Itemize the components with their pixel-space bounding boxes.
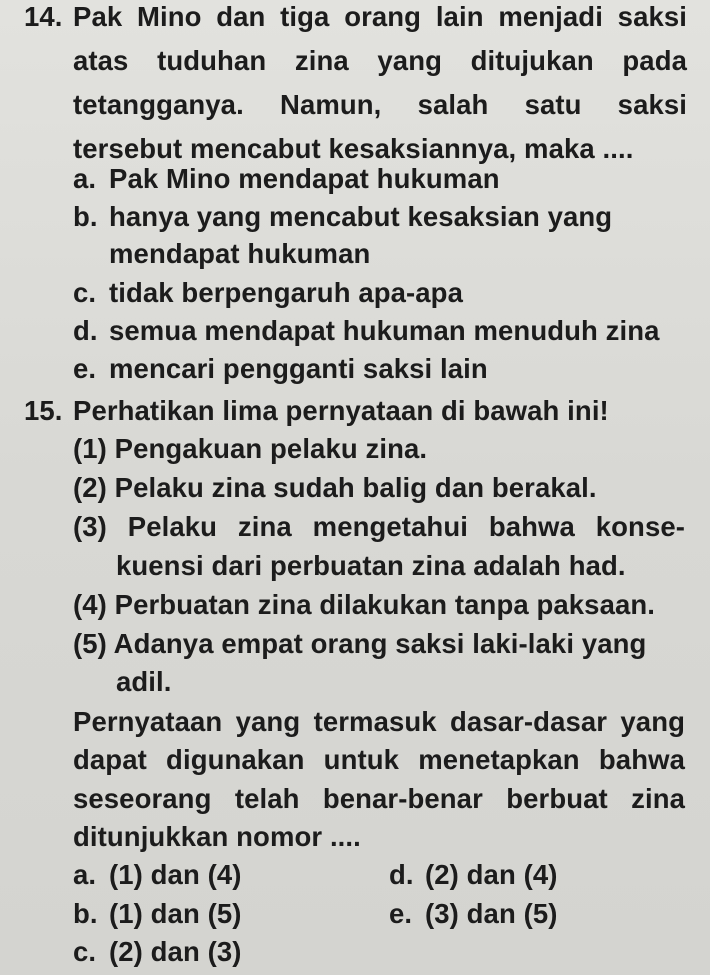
statement-text: Pelaku zina sudah balig dan berakal. — [114, 472, 597, 503]
q14-option-b[interactable] — [73, 200, 612, 234]
option-letter: c. — [73, 277, 97, 308]
statement-number: (1) — [73, 433, 107, 464]
option-text: hanya yang mencabut kesaksian yang — [109, 201, 613, 232]
option-letter: d. — [73, 315, 98, 346]
q15-statement-4 — [73, 588, 655, 622]
statement-number: (5) — [73, 628, 107, 659]
option-text: tidak berpengaruh apa-apa — [109, 277, 463, 308]
option-text: mencari pengganti saksi lain — [109, 353, 488, 384]
statement-number: (2) — [73, 472, 107, 503]
q15-statement-3-cont: kuensi dari perbuatan zina adalah had. — [116, 550, 626, 581]
option-text: (1) dan (4) — [109, 859, 242, 890]
option-text: semua mendapat hukuman menuduh zina — [109, 315, 660, 346]
option-letter: b. — [73, 201, 98, 232]
option-text: (1) dan (5) — [109, 898, 242, 929]
statement-text: Pengakuan pelaku zina. — [114, 433, 428, 464]
q14-stem-line-2: atas tuduhan zina yang ditujukan pada — [73, 45, 687, 76]
option-letter: b. — [73, 898, 98, 929]
option-text: (2) dan (4) — [425, 859, 558, 890]
option-letter: e. — [389, 898, 413, 929]
option-letter: c. — [73, 936, 97, 967]
statement-number: (3) — [73, 511, 107, 542]
q15-stem: Perhatikan lima pernyataan di bawah ini! — [73, 395, 609, 426]
q14-option-d[interactable] — [73, 314, 660, 348]
option-letter: d. — [389, 859, 414, 890]
q14-option-a[interactable] — [73, 162, 500, 196]
q15-question-line-1: Pernyataan yang termasuk dasar-dasar yang — [73, 706, 685, 737]
option-text: Pak Mino mendapat hukuman — [109, 163, 500, 194]
q15-question-line-3: seseorang telah benar-benar berbuat zina — [73, 783, 685, 814]
option-letter: e. — [73, 353, 97, 384]
q14-option-c[interactable] — [73, 276, 463, 310]
q14-stem-line-3: tetangganya. Namun, salah satu saksi — [73, 89, 687, 120]
q14-stem-line-1: Pak Mino dan tiga orang lain menjadi saksi — [73, 1, 687, 32]
q14-option-b-cont: mendapat hukuman — [109, 238, 371, 269]
q15-statement-2 — [73, 471, 597, 505]
q15-option-c[interactable] — [73, 935, 242, 969]
q14-option-e[interactable] — [73, 352, 488, 386]
q14-number: 14. — [24, 1, 63, 32]
q15-question-line-2: dapat digunakan untuk menetapkan bahwa — [73, 744, 685, 775]
q15-question-line-4: ditunjukkan nomor .... — [73, 821, 361, 852]
statement-text: Perbuatan zina dilakukan tanpa paksaan. — [114, 589, 655, 620]
q14-stem-line-4: tersebut mencabut kesaksiannya, maka .... — [73, 133, 634, 164]
option-letter: a. — [73, 859, 97, 890]
statement-text: Pelaku zina mengetahui bahwa konse- — [127, 511, 685, 542]
q15-statement-5 — [73, 627, 646, 661]
statement-text: Adanya empat orang saksi laki-laki yang — [113, 628, 647, 659]
q15-option-e[interactable] — [389, 897, 558, 931]
q15-option-b[interactable] — [73, 897, 242, 931]
option-text: (2) dan (3) — [109, 936, 242, 967]
q15-option-a[interactable] — [73, 858, 242, 892]
q15-number: 15. — [24, 395, 63, 426]
q15-statement-1 — [73, 432, 427, 466]
option-text: (3) dan (5) — [425, 898, 558, 929]
q15-statement-5-cont: adil. — [116, 666, 172, 697]
q15-option-d[interactable] — [389, 858, 558, 892]
q15-statement-3 — [73, 510, 685, 544]
option-letter: a. — [73, 163, 97, 194]
statement-number: (4) — [73, 589, 107, 620]
